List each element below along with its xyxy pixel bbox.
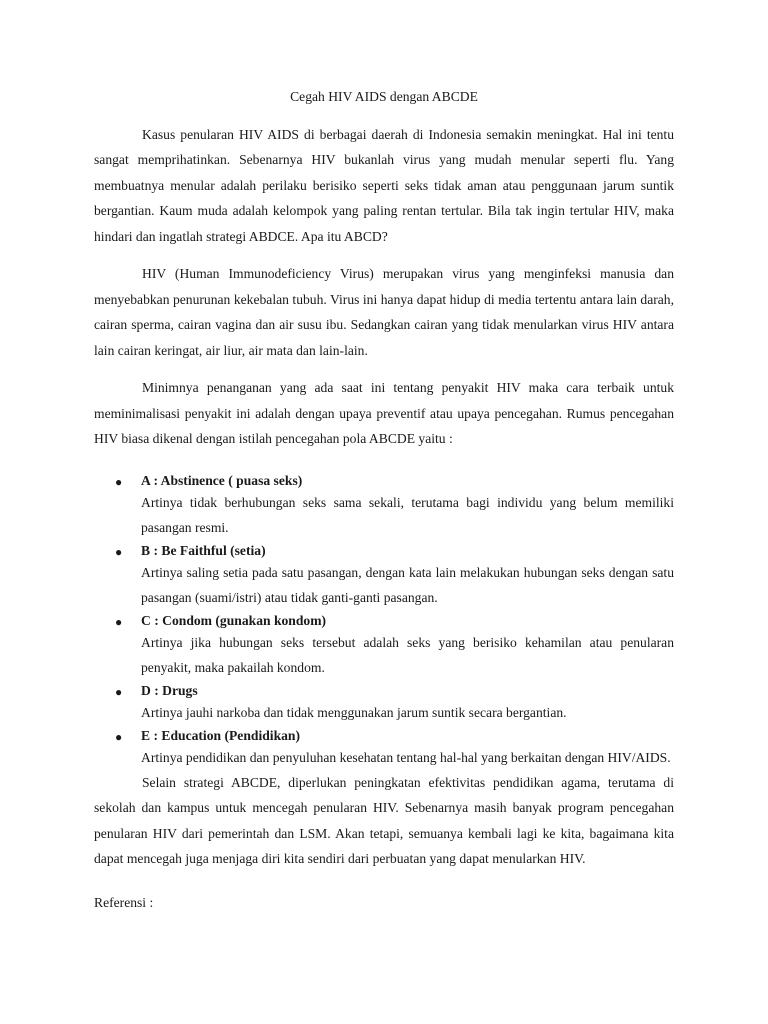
list-item-description: Artinya saling setia pada satu pasangan, dengan kata lain melakukan hubungan seks dengan satu pasangan (suami/istri) atau tidak ganti-ganti pasangan. [141, 564, 674, 605]
bullet-icon: ● [115, 544, 123, 559]
list-item-title: D : Drugs [141, 682, 198, 698]
list-item-e [94, 725, 674, 770]
bullet-icon: ● [115, 729, 123, 744]
list-item-title: C : Condom (gunakan kondom) [141, 612, 327, 628]
list-item-title: B : Be Faithful (setia) [141, 542, 266, 558]
paragraph-hiv-definition: HIV (Human Immunodeficiency Virus) merupakan virus yang menginfeksi manusia dan menyebabkan penurunan kekebalan tubuh. Virus ini hanya dapat hidup di media tertentu antara lain darah, cairan sperma, cairan vagina dan air susu ibu. Sedangkan cairan yang tidak menularkan virus HIV antara lain cairan keringat, air liur, air mata dan lain-lain. [94, 266, 674, 358]
document-page [94, 84, 674, 915]
list-item-b [94, 540, 674, 610]
list-item-c [94, 610, 674, 680]
list-item-description: Artinya jika hubungan seks tersebut adalah seks yang berisiko kehamilan atau penularan penyakit, maka pakailah kondom. [141, 634, 674, 675]
list-item-description: Artinya pendidikan dan penyuluhan kesehatan tentang hal-hal yang berkaitan dengan HIV/AIDS. [141, 749, 671, 765]
paragraph-closing: Selain strategi ABCDE, diperlukan peningkatan efektivitas pendidikan agama, terutama di sekolah dan kampus untuk mencegah penularan HIV. Sebenarnya masih banyak program pencegahan penularan HIV dari pemerintah dan LSM. Akan tetapi, semuanya kembali lagi ke kita, bagaimana kita dapat mencegah juga menjaga diri kita sendiri dari perbuatan yang dapat menularkan HIV. [94, 774, 674, 866]
list-item-title: E : Education (Pendidikan) [141, 727, 301, 743]
abcde-list [94, 470, 674, 770]
paragraph-intro: Kasus penularan HIV AIDS di berbagai daerah di Indonesia semakin meningkat. Hal ini tentu sangat memprihatinkan. Sebenarnya HIV bukanlah virus yang mudah menular seperti flu. Yang membuatnya menular adalah perilaku berisiko seperti seks tidak aman atau penggunaan jarum suntik bergantian. Kaum muda adalah kelompok yang paling rentan tertular. Bila tak ingin tertular HIV, maka hindari dan ingatlah strategi ABDCE. Apa itu ABCD? [94, 126, 674, 244]
list-item-description: Artinya tidak berhubungan seks sama sekali, terutama bagi individu yang belum memiliki pasangan resmi. [141, 494, 674, 535]
document-title: Cegah HIV AIDS dengan ABCDE [290, 89, 478, 104]
bullet-icon: ● [115, 474, 123, 489]
reference-label: Referensi : [94, 894, 154, 910]
list-item-a [94, 470, 674, 540]
bullet-icon: ● [115, 614, 123, 629]
list-item-d [94, 680, 674, 725]
list-item-description: Artinya jauhi narkoba dan tidak menggunakan jarum suntik secara bergantian. [141, 704, 567, 720]
list-item-title: A : Abstinence ( puasa seks) [141, 472, 303, 488]
bullet-icon: ● [115, 684, 123, 699]
paragraph-prevention: Minimnya penanganan yang ada saat ini tentang penyakit HIV maka cara terbaik untuk meminimalisasi penyakit ini adalah dengan upaya preventif atau upaya pencegahan. Rumus pencegahan HIV biasa dikenal dengan istilah pencegahan pola ABCDE yaitu : [94, 380, 674, 446]
